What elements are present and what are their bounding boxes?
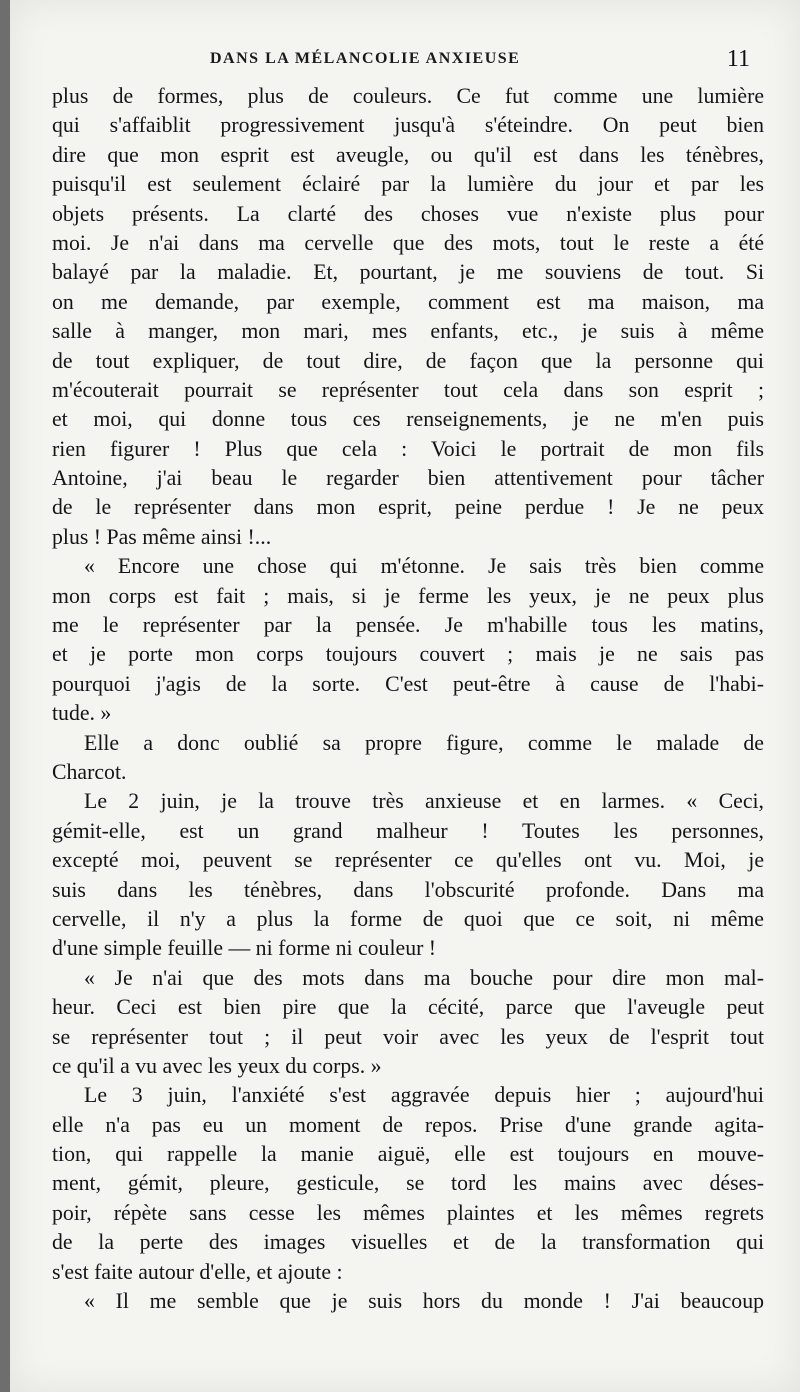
text-line: se représenter tout ; il peut voir avec les yeux de l'esprit tout (52, 1024, 764, 1049)
text-line: de tout expliquer, de tout dire, de façon que la personne qui (52, 348, 764, 373)
text-line: ce qu'il a vu avec les yeux du corps. » (52, 1053, 382, 1078)
text-line: moi. Je n'ai dans ma cervelle que des mots, tout le reste a été (52, 230, 764, 255)
text-line: « Encore une chose qui m'étonne. Je sais très bien comme (84, 554, 764, 579)
text-line: objets présents. La clarté des choses vue n'existe plus pour (52, 201, 764, 226)
text-line: ment, gémit, pleure, gesticule, se tord les mains avec déses- (52, 1171, 764, 1196)
text-line: poir, répète sans cesse les mêmes plaintes et les mêmes regrets (52, 1200, 764, 1225)
text-line: Charcot. (52, 759, 127, 784)
text-line: suis dans les ténèbres, dans l'obscurité profonde. Dans ma (52, 877, 764, 902)
text-line: heur. Ceci est bien pire que la cécité, parce que l'aveugle peut (52, 995, 764, 1020)
text-line: Le 2 juin, je la trouve très anxieuse et en larmes. « Ceci, (84, 789, 764, 814)
text-line: dire que mon esprit est aveugle, ou qu'il est dans les ténèbres, (52, 142, 764, 167)
text-line: on me demande, par exemple, comment est ma maison, ma (52, 289, 764, 314)
running-title: DANS LA MÉLANCOLIE ANXIEUSE (210, 50, 521, 67)
text-line: tion, qui rappelle la manie aiguë, elle est toujours en mouve- (52, 1142, 764, 1167)
text-line: Antoine, j'ai beau le regarder bien attentivement pour tâcher (52, 466, 764, 491)
text-line: et je porte mon corps toujours couvert ; mais je ne sais pas (52, 642, 764, 667)
text-line: qui s'affaiblit progressivement jusqu'à s'éteindre. On peut bien (52, 113, 764, 138)
text-line: salle à manger, mon mari, mes enfants, etc., je suis à même (52, 319, 764, 344)
text-line: mon corps est fait ; mais, si je ferme les yeux, je ne peux plus (52, 583, 764, 608)
text-line: cervelle, il n'y a plus la forme de quoi que ce soit, ni même (52, 906, 764, 931)
text-line: Elle a donc oublié sa propre figure, comme le malade de (84, 730, 764, 755)
text-line: « Il me semble que je suis hors du monde ! J'ai beaucoup (84, 1289, 764, 1314)
text-line: « Je n'ai que des mots dans ma bouche pour dire mon mal- (84, 965, 764, 990)
text-line: me le représenter par la pensée. Je m'habille tous les matins, (52, 613, 764, 638)
text-line: elle n'a pas eu un moment de repos. Prise d'une grande agita- (52, 1112, 764, 1137)
text-line: m'écouterait pourrait se représenter tout cela dans son esprit ; (52, 377, 764, 402)
text-line: plus ! Pas même ainsi !... (52, 524, 272, 549)
text-line: gémit-elle, est un grand malheur ! Toutes les personnes, (52, 818, 764, 843)
text-line: excepté moi, peuvent se représenter ce qu'elles ont vu. Moi, je (52, 848, 764, 873)
body-text (52, 82, 764, 1316)
text-line: d'une simple feuille — ni forme ni couleur ! (52, 936, 437, 961)
page-number: 11 (726, 46, 750, 72)
text-line: s'est faite autour d'elle, et ajoute : (52, 1259, 343, 1284)
text-line: pourquoi j'agis de la sorte. C'est peut-être à cause de l'habi- (52, 671, 764, 696)
text-line: plus de formes, plus de couleurs. Ce fut comme une lumière (52, 84, 764, 108)
text-line: tude. » (52, 701, 112, 726)
text-line: balayé par la maladie. Et, pourtant, je me souviens de tout. Si (52, 260, 764, 285)
text-line: et moi, qui donne tous ces renseignements, je ne m'en puis (52, 407, 764, 432)
text-line: Le 3 juin, l'anxiété s'est aggravée depuis hier ; aujourd'hui (84, 1083, 764, 1108)
text-line: rien figurer ! Plus que cela : Voici le portrait de mon fils (52, 436, 764, 461)
book-page (10, 0, 800, 1392)
text-line: de la perte des images visuelles et de la transformation qui (52, 1230, 764, 1255)
running-header (10, 46, 800, 76)
text-line: de le représenter dans mon esprit, peine perdue ! Je ne peux (52, 495, 764, 520)
text-line: puisqu'il est seulement éclairé par la lumière du jour et par les (52, 172, 764, 197)
